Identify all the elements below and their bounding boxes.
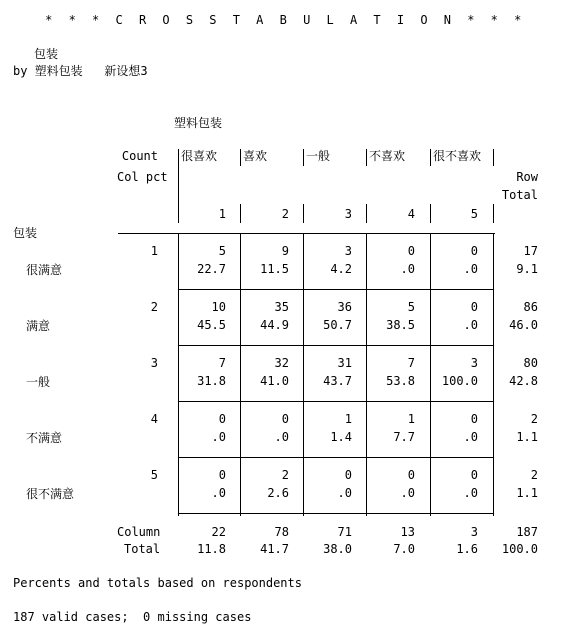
cell-count: 0: [281, 412, 289, 426]
cell-col-pct: 7.7: [393, 430, 415, 444]
row-total-pct: 1.1: [516, 486, 538, 500]
cell-col-pct: .0: [400, 262, 415, 276]
cell-col-pct: .0: [463, 262, 478, 276]
row-category-code: 5: [150, 468, 158, 482]
column-total-pct: 41.7: [260, 542, 289, 556]
cell-col-pct: .0: [274, 430, 289, 444]
cell-vertical-rule: [240, 346, 241, 401]
cell-col-pct: .0: [400, 486, 415, 500]
cell-count: 0: [218, 468, 226, 482]
cell-count: 5: [407, 300, 415, 314]
footnote: Percents and totals based on respondents: [13, 576, 302, 590]
crosstab-title: * * * C R O S S T A B U L A T I O N * * *: [45, 13, 526, 27]
cell-vertical-rule: [240, 402, 241, 457]
row-separator-rule: [178, 345, 494, 346]
row-category-code: 4: [150, 412, 158, 426]
cell-count: 0: [407, 244, 415, 258]
row-total-count: 80: [523, 356, 538, 370]
cell-vertical-rule: [240, 234, 241, 289]
column-total-pct: 7.0: [393, 542, 415, 556]
cell-count: 0: [407, 468, 415, 482]
header-rule: [118, 233, 495, 234]
row-category-label: 不满意: [26, 431, 63, 445]
cell-count: 5: [218, 244, 226, 258]
cell-col-pct: .0: [211, 430, 226, 444]
column-total-pct: 38.0: [323, 542, 352, 556]
cell-col-pct: .0: [463, 430, 478, 444]
cell-count: 7: [218, 356, 226, 370]
row-variable-label: 包装: [34, 47, 59, 61]
column-category-code: 4: [407, 207, 415, 221]
cell-col-pct: 31.8: [197, 374, 226, 388]
cell-vertical-rule: [493, 458, 494, 513]
cell-vertical-rule: [366, 234, 367, 289]
cell-vertical-rule: [366, 402, 367, 457]
cell-vertical-rule: [366, 458, 367, 513]
row-category-code: 1: [150, 244, 158, 258]
cell-col-pct: 1.4: [330, 430, 352, 444]
cell-count: 1: [344, 412, 352, 426]
row-separator-tick: [366, 510, 367, 516]
cell-count: 3: [344, 244, 352, 258]
cell-col-pct: 22.7: [197, 262, 226, 276]
cell-vertical-rule: [303, 402, 304, 457]
column-category-label: 一般: [306, 149, 331, 163]
row-category-code: 2: [150, 300, 158, 314]
cell-vertical-rule: [178, 402, 179, 457]
colpct-label: Col pct: [117, 170, 168, 184]
cell-col-pct: .0: [211, 486, 226, 500]
row-total-pct: 46.0: [509, 318, 538, 332]
row-total-label-1: Row: [516, 170, 538, 184]
grand-total-pct: 100.0: [501, 542, 538, 556]
header-vertical-rule: [240, 149, 241, 166]
cell-col-pct: 44.9: [260, 318, 289, 332]
column-category-code: 5: [470, 207, 478, 221]
cell-vertical-rule: [493, 346, 494, 401]
cell-col-pct: 53.8: [386, 374, 415, 388]
row-variable-header: 包装: [13, 226, 38, 240]
column-total-label-1: Column: [117, 525, 161, 539]
row-separator-rule: [178, 289, 494, 290]
cell-count: 7: [407, 356, 415, 370]
cell-count: 0: [470, 300, 478, 314]
row-total-pct: 9.1: [516, 262, 538, 276]
header-vertical-rule: [493, 204, 494, 223]
row-separator-tick: [240, 510, 241, 516]
row-separator-tick: [493, 510, 494, 516]
cell-count: 0: [470, 468, 478, 482]
column-variable-label: 塑料包装: [174, 116, 223, 130]
column-total-count: 22: [211, 525, 226, 539]
column-category-label: 很喜欢: [181, 149, 218, 163]
cell-col-pct: 50.7: [323, 318, 352, 332]
row-total-count: 2: [530, 412, 538, 426]
cell-count: 9: [281, 244, 289, 258]
cell-count: 3: [470, 356, 478, 370]
cell-count: 2: [281, 468, 289, 482]
column-total-count: 78: [274, 525, 289, 539]
header-vertical-rule: [240, 204, 241, 223]
header-vertical-rule: [430, 149, 431, 166]
cell-vertical-rule: [430, 234, 431, 289]
cell-col-pct: .0: [463, 486, 478, 500]
cell-col-pct: 43.7: [323, 374, 352, 388]
cell-vertical-rule: [430, 290, 431, 345]
row-category-code: 3: [150, 356, 158, 370]
cell-vertical-rule: [366, 346, 367, 401]
cell-vertical-rule: [240, 290, 241, 345]
column-category-label: 不喜欢: [369, 149, 406, 163]
column-total-count: 3: [470, 525, 478, 539]
cell-col-pct: 38.5: [386, 318, 415, 332]
by-line: by 塑料包装 新设想3: [13, 64, 148, 78]
column-total-label-2: Total: [124, 542, 161, 556]
cell-count: 1: [407, 412, 415, 426]
column-total-pct: 11.8: [197, 542, 226, 556]
cell-vertical-rule: [493, 234, 494, 289]
cell-col-pct: .0: [337, 486, 352, 500]
cell-vertical-rule: [430, 346, 431, 401]
row-total-pct: 1.1: [516, 430, 538, 444]
cell-count: 0: [218, 412, 226, 426]
cell-count: 32: [274, 356, 289, 370]
row-category-label: 很满意: [26, 263, 63, 277]
count-label: Count: [121, 149, 158, 163]
row-separator-tick: [303, 510, 304, 516]
cell-count: 35: [274, 300, 289, 314]
cell-vertical-rule: [240, 458, 241, 513]
row-separator-tick: [430, 510, 431, 516]
header-vertical-rule: [366, 149, 367, 166]
cell-vertical-rule: [303, 290, 304, 345]
cell-col-pct: 100.0: [441, 374, 478, 388]
cell-vertical-rule: [178, 290, 179, 345]
row-separator-rule: [178, 457, 494, 458]
cell-col-pct: 45.5: [197, 318, 226, 332]
cell-col-pct: 4.2: [330, 262, 352, 276]
cell-vertical-rule: [430, 458, 431, 513]
cell-vertical-rule: [366, 290, 367, 345]
row-total-count: 17: [523, 244, 538, 258]
header-vertical-rule: [303, 149, 304, 166]
cases-line: 187 valid cases; 0 missing cases: [13, 610, 252, 624]
column-category-code: 3: [344, 207, 352, 221]
row-total-count: 86: [523, 300, 538, 314]
column-category-code: 1: [218, 207, 226, 221]
cell-col-pct: 41.0: [260, 374, 289, 388]
header-vertical-rule: [493, 149, 494, 166]
cell-col-pct: 2.6: [267, 486, 289, 500]
header-vertical-rule: [178, 149, 179, 166]
header-vertical-rule: [178, 204, 179, 223]
cell-vertical-rule: [493, 402, 494, 457]
column-category-code: 2: [281, 207, 289, 221]
cell-col-pct: 11.5: [260, 262, 289, 276]
header-vertical-rule: [303, 204, 304, 223]
cell-vertical-rule: [303, 346, 304, 401]
row-separator-rule: [178, 513, 494, 514]
cell-vertical-rule: [303, 234, 304, 289]
cell-vertical-rule: [303, 458, 304, 513]
column-total-count: 71: [337, 525, 352, 539]
row-total-label-2: Total: [501, 188, 538, 202]
cell-col-pct: .0: [463, 318, 478, 332]
cell-count: 0: [470, 244, 478, 258]
cell-vertical-rule: [178, 234, 179, 289]
header-vertical-rule: [366, 204, 367, 223]
cell-vertical-rule: [430, 402, 431, 457]
cell-count: 10: [211, 300, 226, 314]
cell-count: 0: [344, 468, 352, 482]
row-category-label: 满意: [26, 319, 51, 333]
header-vertical-rule: [178, 166, 179, 204]
row-total-pct: 42.8: [509, 374, 538, 388]
row-separator-rule: [178, 401, 494, 402]
row-category-label: 一般: [26, 375, 51, 389]
row-category-label: 很不满意: [26, 487, 75, 501]
cell-count: 31: [337, 356, 352, 370]
header-vertical-rule: [430, 204, 431, 223]
cell-count: 36: [337, 300, 352, 314]
cell-vertical-rule: [178, 458, 179, 513]
row-separator-tick: [178, 510, 179, 516]
column-category-label: 喜欢: [243, 149, 268, 163]
column-total-count: 13: [400, 525, 415, 539]
row-total-count: 2: [530, 468, 538, 482]
cell-vertical-rule: [493, 290, 494, 345]
cell-vertical-rule: [178, 346, 179, 401]
column-category-label: 很不喜欢: [433, 149, 482, 163]
cell-count: 0: [470, 412, 478, 426]
grand-total-count: 187: [516, 525, 538, 539]
column-total-pct: 1.6: [456, 542, 478, 556]
